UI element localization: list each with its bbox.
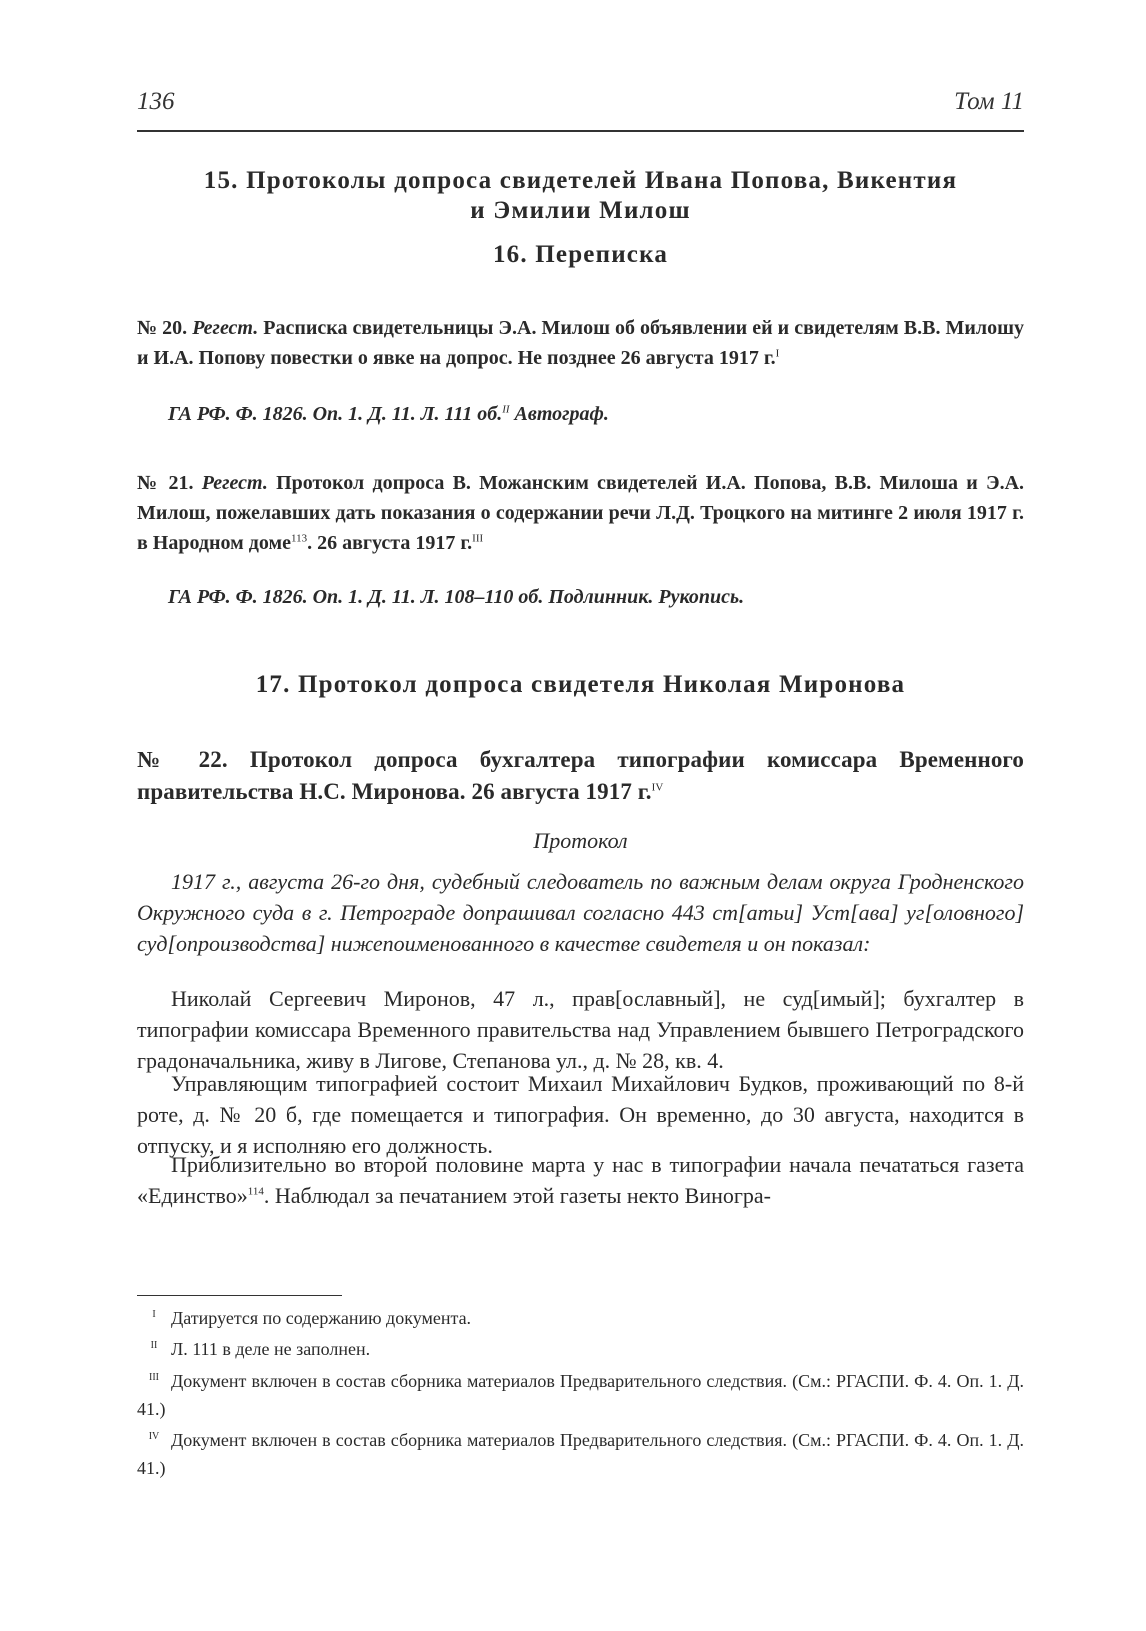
note-ref-iii: III (472, 532, 484, 545)
footnote-rule (137, 1295, 342, 1296)
footnote-text: Документ включен в состав сборника материалов Предварительного следствия. (См.: РГАСПИ. Ф. 4. Оп. 1. Д. 41.) (137, 1430, 1024, 1478)
footnote-iii: III Документ включен в состав сборника материалов Предварительного следствия. (См.: РГАСПИ. Ф. 4. Оп. 1. Д. 41.) (137, 1371, 1024, 1419)
footnote-text: Документ включен в состав сборника материалов Предварительного следствия. (См.: РГАСПИ. Ф. 4. Оп. 1. Д. 41.) (137, 1371, 1024, 1419)
footnote-ii: II Л. 111 в деле не заполнен. (150, 1339, 371, 1359)
protocol-paragraph-2: Управляющим типографией состоит Михаил Михайлович Будков, проживающий по 8-й роте, д. № 20 б, где помещается и типография. Он временно, до 30 августа, находится в отпуску, и я исполняю его должность. (137, 1071, 1024, 1158)
doc-20-archive-tail: Автограф. (514, 403, 609, 425)
note-ref-iv: IV (651, 781, 664, 794)
doc-21-archive: ГА РФ. Ф. 1826. Оп. 1. Д. 11. Л. 108–110 об. Подлинник. Рукопись. (168, 586, 745, 608)
volume-label: Том 11 (954, 88, 1024, 115)
endnote-113: 113 (291, 532, 308, 545)
doc-20-regest (137, 313, 1024, 373)
paragraph-3-start: Приблизительно во второй половине марта у нас в типографии начала печататься газета «Единство» (137, 1152, 1024, 1208)
doc-21-number: № 21. (137, 472, 194, 494)
header-rule (137, 130, 1024, 132)
footnote-text: Л. 111 в деле не заполнен. (171, 1339, 371, 1359)
footnote-text: Датируется по содержанию документа. (171, 1308, 472, 1328)
doc-20-archive (168, 400, 1024, 428)
protocol-heading: Протокол (533, 828, 628, 853)
doc-20-archive-ref: ГА РФ. Ф. 1826. Оп. 1. Д. 11. Л. 111 об. (168, 403, 503, 425)
note-ref-i: I (775, 347, 780, 360)
footnote-iv: IV Документ включен в состав сборника материалов Предварительного следствия. (См.: РГАСПИ. Ф. 4. Оп. 1. Д. 41.) (137, 1430, 1024, 1478)
protocol-intro: 1917 г., августа 26-го дня, судебный следователь по важным делам округа Гродненского Окружного суда в г. Петрограде допрашивал согласно 443 ст[атьи] Уст[ава] уг[оловного] суд[опроизводства] нижепоименованного в качестве свидетеля и он показал: (137, 869, 1024, 956)
doc-22-title (137, 744, 1024, 808)
section-17-title: 17. Протокол допроса свидетеля Николая Миронова (255, 671, 906, 698)
paragraph-3-end: . Наблюдал за печатанием этой газеты некто Виногра- (263, 1183, 771, 1208)
page-number: 136 (137, 88, 175, 115)
doc-21-date: . 26 августа 1917 г. (307, 532, 473, 554)
doc-20-regest-label: Регест. (192, 317, 259, 339)
doc-20-text: Расписка свидетельницы Э.А. Милош об объявлении ей и свидетелям В.В. Милошу и И.А. Попову повестки о явке на допрос. Не позднее 26 августа 1917 г. (137, 317, 1024, 369)
doc-20-number: № 20. (137, 317, 188, 339)
footnote-i: I Датируется по содержанию документа. (152, 1308, 472, 1328)
note-ref-ii: II (502, 403, 510, 416)
doc-22-title-text: № 22. Протокол допроса бухгалтера типографии комиссара Временного правительства Н.С. Миронова. 26 августа 1917 г. (137, 747, 1024, 804)
protocol-paragraph-1: Николай Сергеевич Миронов, 47 л., прав[ославный], не суд[имый]; бухгалтер в типографии комиссара Временного правительства над Управлением бывшего Петроградского градоначальника, живу в Лигове, Степанова ул., д. № 28, кв. 4. (137, 986, 1024, 1073)
section-16-title: 16. Переписка (492, 241, 669, 268)
endnote-114: 114 (247, 1185, 264, 1198)
doc-21-regest (137, 468, 1024, 558)
doc-21-text: Протокол допроса В. Можанским свидетелей И.А. Попова, В.В. Милоша и Э.А. Милош, пожелавших дать показания о содержании речи Л.Д. Троцкого на митинге 2 июля 1917 г. в Народном доме (137, 472, 1025, 554)
doc-21-regest-label: Регест. (201, 472, 268, 494)
protocol-paragraph-3 (137, 1149, 1024, 1211)
section-15-title: 15. Протоколы допроса свидетелей Ивана Попова, Викентия и Эмилии Милош (203, 167, 958, 224)
